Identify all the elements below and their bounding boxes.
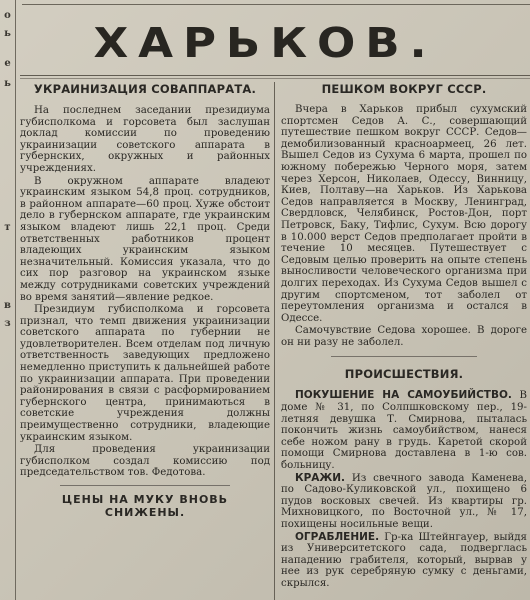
ukrainization-paragraph: На последнем заседании президиума губисполкома и горсовета был заслушан доклад комиссии по проведению украинизации советского аппарата в губернских, окружных и районных учреждениях.	[20, 105, 270, 174]
masthead-title: ХАРЬКОВ.	[93, 19, 437, 67]
margin-letter: ь	[4, 78, 11, 89]
margin-letter: т	[4, 222, 11, 233]
margin-letter: ь	[4, 28, 11, 39]
incident-lead: КРАЖИ.	[295, 471, 346, 484]
ukrainization-paragraph: Президиум губисполкома и горсовета признал, что темп движения украинизации советского аппарата по губернии не удовлетворителен. Всем отделам под личную ответственность заведующих предложено немедленно приступить к дальнейшей работе по украинизации аппарата. При проведении районирования в связи с расформированием губернского центра, принимаються в советские учреждения должны преимущественно сотрудники, владеющие украинским языком.	[20, 304, 270, 443]
margin-letter: з	[4, 318, 11, 329]
ukrainization-article	[20, 105, 270, 479]
masthead-rule	[20, 75, 530, 76]
margin-letter: о	[4, 10, 11, 21]
incident-item	[281, 473, 527, 531]
flour-prices-headline: ЦЕНЫ НА МУКУ ВНОВЬ СНИЖЕНЫ.	[61, 493, 229, 519]
walk-article	[281, 104, 527, 348]
incident-lead: ПОКУШЕНИЕ НА САМОУБИЙСТВО.	[295, 389, 512, 402]
masthead-rule-secondary	[20, 78, 530, 79]
incident-item	[281, 390, 527, 471]
incident-lead: ОГРАБЛЕНИЕ.	[295, 530, 380, 543]
incident-text: Гр-ка Штейнгауер, выйдя из Университетского сада, подверглась нападению грабителя, который, вырвав у нее из рук серебряную сумку с деньгами, скрылся.	[281, 531, 527, 589]
left-column	[20, 80, 270, 600]
article-separator	[60, 485, 230, 486]
ukrainization-paragraph: Для проведения украинизации губисполком создал комиссию под председательством тов. Федотова.	[20, 444, 270, 479]
margin-letter: е	[4, 58, 11, 69]
margin-letter: в	[4, 300, 11, 311]
incident-item	[281, 532, 527, 590]
incidents-list	[281, 390, 527, 589]
ukrainization-paragraph: В окружном аппарате владеют украинским языком 54,8 проц. сотрудников, в районном аппарате—60 проц. Хуже обстоит дело в губернском аппарате, где украинским языком владеют лишь 22,1 проц. Среди ответственных работников процент владеющих украинским языком незначительный. Комиссия указала, что до сих пор разговор на украинском языке между сотрудниками советских учреждений во время занятий—явление редкое.	[20, 175, 270, 303]
walk-paragraph: Самочувствие Седова хорошее. В дороге он ни разу не заболел.	[281, 325, 527, 348]
incidents-title: ПРОИСШЕСТВИЯ.	[344, 367, 464, 382]
section-separator	[331, 356, 477, 357]
walk-paragraph: Вчера в Харьков прибыл сухумский спортсмен Седов А. С., совершающий путешествие пешком вокруг СССР. Седов—демобилизованный красноармеец, 26 лет. Вышел Седов из Сухума 6 марта, прошел по южному побережью Черного моря, затем через Херсон, Николаев, Одессу, Винницу, Киев, Полтаву—на Харьков. Из Харькова Седов направляется в Москву, Ленинград, Свердловск, Челябинск, Ростов-Дон, порт Петровск, Баку, Тифлис, Сухум. Всю дорогу в 10.000 верст Седов предполагает пройти в течение 10 месяцев. Путешествует с Седовым целью проверить на опыте степень выносливости человеческого организма при долгих переходах. Из Сухума Седов вышел с другим спортсменом, тот заболел от переутомления организма и остался в Одессе.	[281, 104, 527, 324]
walk-headline: ПЕШКОМ ВОКРУГ СССР.	[321, 82, 487, 96]
column-divider	[274, 82, 275, 600]
right-column	[281, 80, 527, 600]
top-rule	[22, 4, 530, 5]
ukrainization-headline: УКРАИНИЗАЦИЯ СОВАППАРАТА.	[33, 82, 257, 96]
incident-text: В доме № 31, по Солпшковскому пер., 19-летняя девушка Т. Смирнова, пыталась покончить жизнь самоубийством, нанеся себе ножом рану в грудь. Каретой скорой помощи Смирнова доставлена в 1-ю сов. больницу.	[281, 390, 527, 472]
incident-text: Из свечного завода Каменева, по Садово-Куликовской ул., похищено 6 пудов восковых свечей. Из квартиры гр. Михновицкого, по Восточной ул., № 17, похищены носильные вещи.	[281, 472, 527, 530]
left-margin-strip	[0, 0, 16, 600]
